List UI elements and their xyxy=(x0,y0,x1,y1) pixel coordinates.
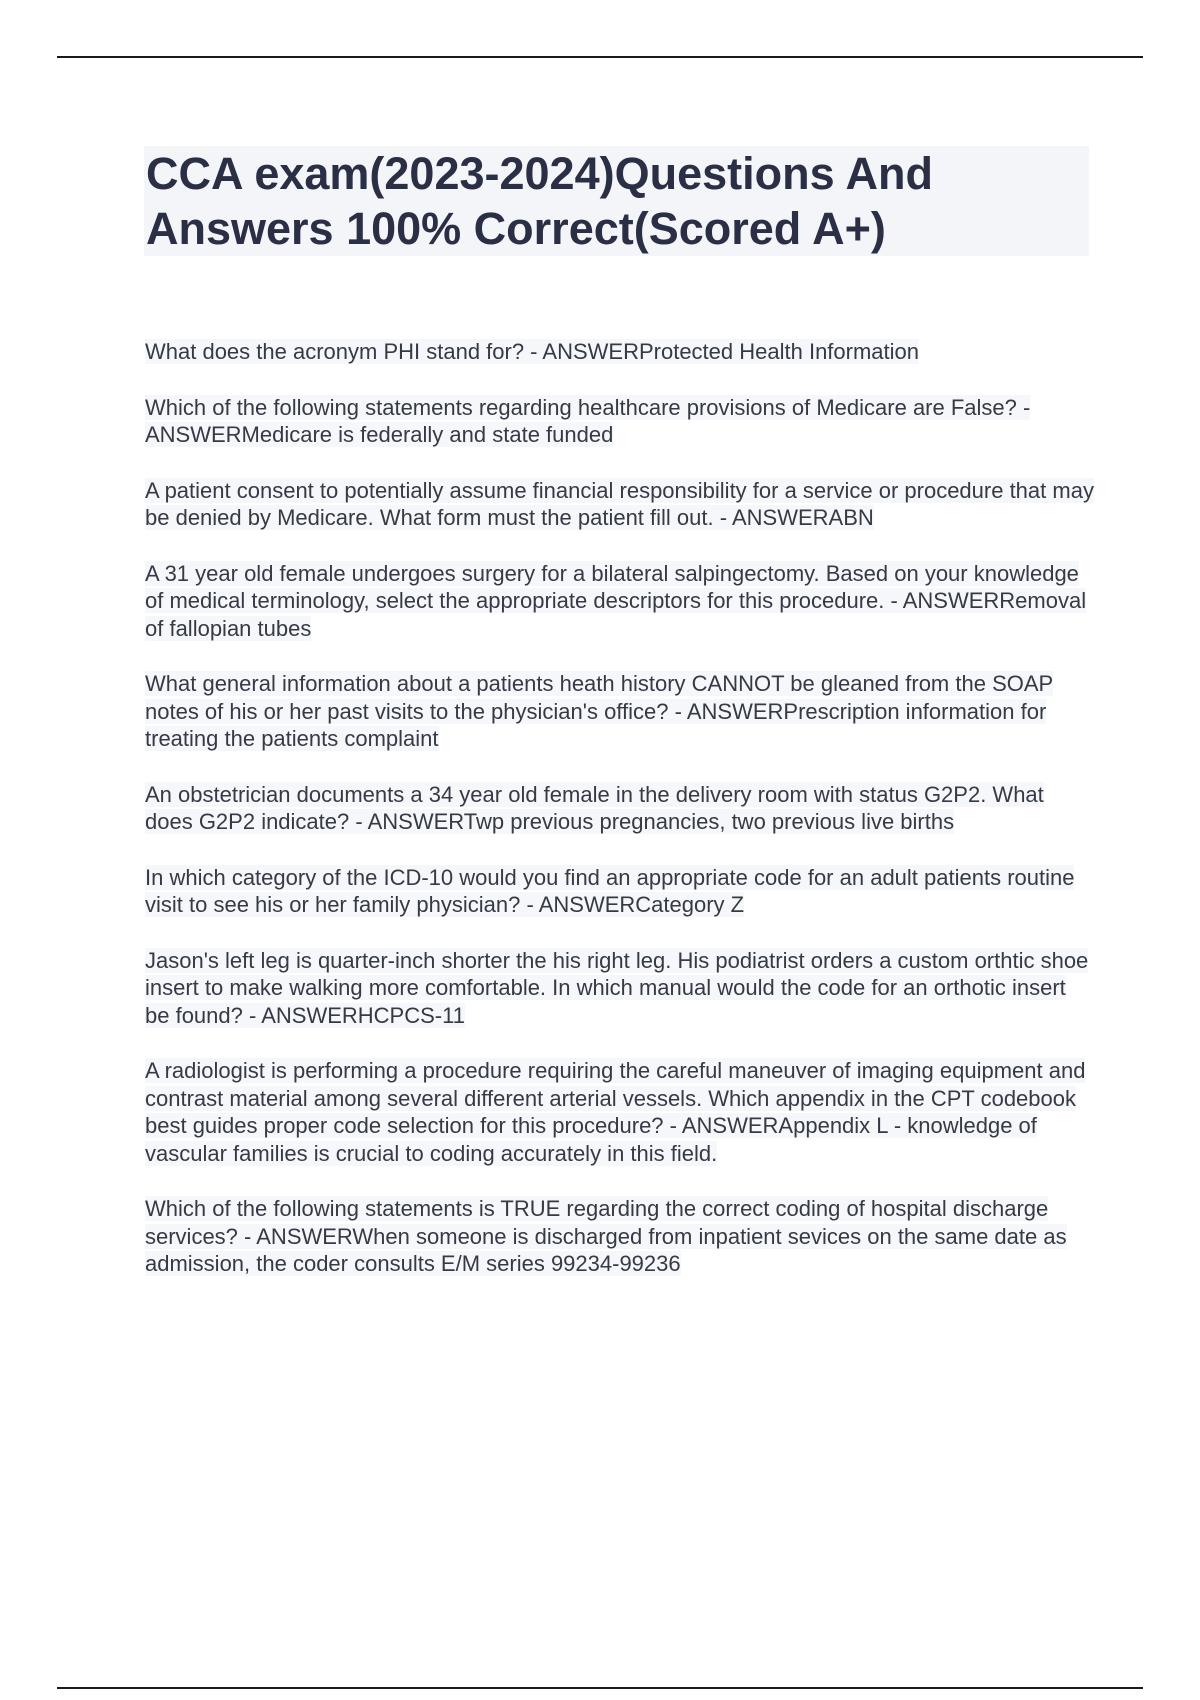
qa-text: Which of the following statements regarding healthcare provisions of Medicare are False? - ANSWERMedicare is federally and state funded xyxy=(145,394,1031,447)
qa-item xyxy=(145,477,1095,532)
qa-list xyxy=(145,338,1095,1306)
bottom-divider xyxy=(57,1687,1143,1689)
qa-text: A 31 year old female undergoes surgery for a bilateral salpingectomy. Based on your knowledge of medical terminology, select the appropriate descriptors for this procedure. - ANSWERRemoval of fallopian tubes xyxy=(145,560,1087,641)
qa-text: What does the acronym PHI stand for? - ANSWERProtected Health Information xyxy=(145,339,920,364)
qa-text: A radiologist is performing a procedure requiring the careful maneuver of imaging equipment and contrast material among several different arterial vessels. Which appendix in the CPT codebook best guides proper code selection for this procedure? - ANSWERAppendix L - knowledge of vascular families is crucial to coding accurately in this field. xyxy=(145,1058,1086,1166)
qa-item xyxy=(145,864,1095,919)
document-title: CCA exam(2023-2024)Questions And Answers 100% Correct(Scored A+) xyxy=(146,148,933,254)
qa-item xyxy=(145,560,1095,643)
qa-item xyxy=(145,947,1095,1030)
qa-item xyxy=(145,1057,1095,1167)
qa-text: Which of the following statements is TRUE regarding the correct coding of hospital discharge services? - ANSWERWhen someone is discharged from inpatient sevices on the same date as admission, the coder consults E/M series 99234-99236 xyxy=(145,1196,1067,1276)
qa-text: Jason's left leg is quarter-inch shorter the his right leg. His podiatrist orders a custom orthtic shoe insert to make walking more comfortable. In which manual would the code for an orthotic insert be found? - ANSWERHCPCS-11 xyxy=(145,947,1089,1028)
qa-item xyxy=(145,1195,1095,1278)
title-block xyxy=(144,146,1089,256)
qa-item xyxy=(145,394,1095,449)
qa-text: An obstetrician documents a 34 year old female in the delivery room with status G2P2. What does G2P2 indicate? - ANSWERTwp previous pregnancies, two previous live births xyxy=(145,781,1044,834)
qa-item xyxy=(145,670,1095,753)
qa-text: In which category of the ICD-10 would you find an appropriate code for an adult patients routine visit to see his or her family physician? - ANSWERCategory Z xyxy=(145,864,1075,917)
qa-text: A patient consent to potentially assume financial responsibility for a service or procedure that may be denied by Medicare. What form must the patient fill out. - ANSWERABN xyxy=(145,477,1094,530)
top-divider xyxy=(57,56,1143,58)
qa-text: What general information about a patients heath history CANNOT be gleaned from the SOAP notes of his or her past visits to the physician's office? - ANSWERPrescription information for treating the patients complaint xyxy=(145,671,1054,751)
qa-item xyxy=(145,338,1095,366)
qa-item xyxy=(145,781,1095,836)
